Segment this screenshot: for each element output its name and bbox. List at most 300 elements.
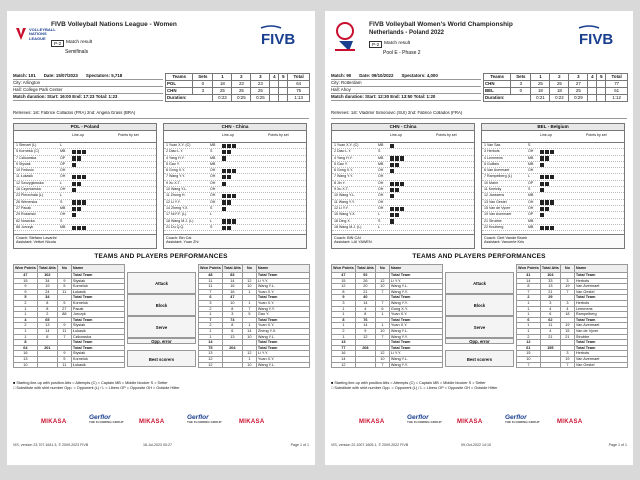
perf-cell: 18 bbox=[560, 312, 574, 318]
perf-cell: 7 bbox=[517, 289, 541, 295]
perf-header-row bbox=[199, 265, 310, 273]
perf-cell: 1 bbox=[332, 323, 356, 329]
player-name: 4 Yang H.Y. bbox=[334, 155, 353, 160]
roster-header bbox=[14, 131, 156, 143]
lineup-marker bbox=[77, 226, 81, 230]
perf-cell: 24 bbox=[37, 289, 57, 295]
perf-cell: Total Team bbox=[71, 340, 124, 346]
perf-cell: Li Y.Y. bbox=[389, 351, 442, 357]
player-position: OH bbox=[210, 174, 216, 179]
lineup-marker bbox=[222, 219, 226, 223]
lineup-marker bbox=[72, 150, 76, 154]
player-name: 16 Ding X. bbox=[334, 218, 351, 223]
perf-cell: 34 bbox=[37, 278, 57, 284]
perf-cell: Wang Y.Y. bbox=[389, 334, 442, 340]
form-name: Match result bbox=[384, 41, 411, 46]
legend-line: ■ Starting line-up with position Atts = Attempts (C) = Captain MB = Middle blocker S = Setter bbox=[13, 381, 168, 385]
player-name: 9 Xu X.T. bbox=[334, 187, 349, 192]
perf-cell: 83 bbox=[222, 273, 242, 279]
referees: Referees: 1st: Fabrice Collados (FRA) 2nd: Angela Grass (BRA) bbox=[13, 111, 309, 119]
perf-cell: 12 bbox=[242, 278, 256, 284]
score-cell: 25 bbox=[531, 81, 550, 88]
player-position: MB bbox=[528, 193, 534, 198]
match-result-page bbox=[325, 11, 633, 465]
perf-cell: 7 bbox=[199, 317, 223, 323]
skill-category: Opp. error bbox=[127, 338, 196, 344]
perf-cell: 1 bbox=[517, 323, 541, 329]
player-position: S bbox=[210, 205, 213, 210]
perf-cell bbox=[37, 362, 57, 368]
player-position: L bbox=[60, 180, 62, 185]
sponsor-logo bbox=[239, 419, 264, 426]
perf-cell: 4 bbox=[540, 306, 560, 312]
perf-cell: Van Avermaet bbox=[574, 284, 627, 290]
player-position: OH bbox=[528, 168, 534, 173]
team-roster-a bbox=[331, 123, 475, 249]
perf-cell: 5 bbox=[242, 312, 256, 318]
perf-cell bbox=[355, 362, 375, 368]
perf-header-cell: Won Points bbox=[332, 265, 356, 273]
perf-cell: 5 bbox=[57, 300, 71, 306]
duration-cell: 0:23 bbox=[213, 95, 232, 102]
perf-cell: 13 bbox=[332, 340, 356, 346]
lineup-marker bbox=[395, 207, 399, 211]
perf-cell: 16 bbox=[222, 289, 242, 295]
perf-cell: Yuan X.Y. bbox=[256, 323, 309, 329]
perf-cell: Total Team bbox=[389, 345, 442, 351]
info-duration: Match duration: Start: 16:00 End: 17:23 Total: 1:23 bbox=[13, 94, 163, 101]
perf-cell: 6 bbox=[375, 306, 389, 312]
perf-cell: 204 bbox=[222, 345, 242, 351]
player-name: 18 Wang M.J. (L) bbox=[166, 218, 194, 223]
perf-cell: 1 bbox=[517, 312, 541, 318]
score-cell: 25 bbox=[251, 88, 270, 95]
perf-cell: 1 bbox=[332, 312, 356, 318]
perf-cell: 77 bbox=[332, 345, 356, 351]
perf-cell: 9 bbox=[14, 289, 38, 295]
player-name: 11 Łukasik bbox=[16, 174, 33, 179]
perf-cell: 9 bbox=[332, 295, 356, 301]
perf-cell: 47 bbox=[332, 273, 356, 279]
points-header: Points by set bbox=[436, 133, 457, 137]
perf-cell: 26 bbox=[355, 278, 375, 284]
player-position: OH bbox=[528, 205, 534, 210]
perf-cell: 64 bbox=[14, 345, 38, 351]
perf-cell: Stysiak bbox=[71, 323, 124, 329]
player-name: 21 Du Q.Q. bbox=[166, 224, 185, 229]
perf-cell bbox=[540, 362, 560, 368]
score-header-cell: 2 bbox=[232, 74, 251, 81]
perf-cell: Total Team bbox=[71, 295, 124, 301]
player-position: S bbox=[528, 187, 531, 192]
perf-cell: 47 bbox=[14, 273, 38, 279]
perf-cell: 9 bbox=[57, 278, 71, 284]
score-cell: 25 bbox=[569, 88, 588, 95]
perf-cell: 201 bbox=[37, 345, 57, 351]
lineup-marker bbox=[545, 207, 549, 211]
lineup-marker bbox=[232, 219, 236, 223]
perf-cell: 14 bbox=[37, 328, 57, 334]
player-name: 9 Stysiak bbox=[16, 161, 31, 166]
lineup-marker bbox=[545, 200, 549, 204]
lineup-marker bbox=[222, 144, 226, 148]
perf-cell: Stysiak bbox=[71, 278, 124, 284]
perf-cell: 11 bbox=[199, 284, 223, 290]
sponsor-name: MIKASA bbox=[457, 419, 483, 425]
perf-cell: 13 bbox=[199, 351, 223, 357]
lineup-marker bbox=[545, 156, 549, 160]
perf-row bbox=[332, 362, 443, 368]
lineup-marker bbox=[222, 182, 226, 186]
player-position: MB bbox=[378, 143, 384, 147]
sponsor-bar bbox=[335, 413, 623, 429]
player-name: 11 Wang Y.Y. bbox=[334, 199, 355, 204]
perf-cell: 7 bbox=[199, 289, 223, 295]
perf-cell: Total Team bbox=[71, 317, 124, 323]
perf-cell: 12 bbox=[199, 356, 223, 362]
vnl-logo bbox=[13, 25, 56, 51]
perf-cell: Yuan X.Y. bbox=[256, 289, 309, 295]
lineup-marker bbox=[77, 182, 81, 186]
lineup-marker bbox=[390, 169, 394, 173]
lineup-marker bbox=[232, 194, 236, 198]
score-cell: CHN bbox=[166, 88, 193, 95]
perf-cell: Total Team bbox=[574, 340, 627, 346]
perf-cell: 10 bbox=[242, 334, 256, 340]
score-header-cell: Teams bbox=[484, 74, 511, 81]
score-table bbox=[483, 73, 628, 102]
fivb-logo bbox=[577, 25, 625, 47]
perf-cell: 76 bbox=[355, 317, 375, 323]
lineup-marker bbox=[232, 144, 236, 148]
lineup-marker bbox=[72, 175, 76, 179]
duration-cell: 0:25 bbox=[232, 95, 251, 102]
perf-cell: 11 bbox=[57, 362, 71, 368]
perf-cell: 208 bbox=[355, 345, 375, 351]
perf-cell: 5 bbox=[57, 284, 71, 290]
score-cell bbox=[279, 88, 288, 95]
lineup-marker bbox=[77, 150, 81, 154]
perf-cell: 7 bbox=[375, 362, 389, 368]
perf-cell: 4 bbox=[540, 328, 560, 334]
perf-cell: 10 bbox=[375, 284, 389, 290]
player-name: 7 Wang Y.Y. bbox=[334, 174, 354, 179]
perf-cell: 2 bbox=[37, 312, 57, 318]
perf-cell: 3 bbox=[222, 312, 242, 318]
player-name: 1 Yuan X.Y. (C) bbox=[166, 143, 191, 147]
team-roster-b bbox=[481, 123, 625, 249]
fivb-logo-icon bbox=[577, 25, 625, 47]
lineup-marker bbox=[77, 175, 81, 179]
player-name: 17 Ni F.F. (L) bbox=[166, 212, 187, 217]
perf-cell: 16 bbox=[222, 284, 242, 290]
perf-cell: 104 bbox=[540, 273, 560, 279]
perf-cell: 10 bbox=[242, 284, 256, 290]
form-code: P-2 bbox=[51, 40, 64, 47]
sponsor-logo bbox=[505, 414, 540, 425]
player-position: MB bbox=[210, 155, 216, 160]
perf-cell: 12 bbox=[332, 362, 356, 368]
sponsor-logo bbox=[89, 414, 124, 425]
perf-cell: Herbots bbox=[574, 351, 627, 357]
coach-name: Coach: Gert Vande Broek bbox=[484, 236, 528, 240]
perf-cell: Van Gestel bbox=[574, 289, 627, 295]
perf-cell: 8 bbox=[37, 306, 57, 312]
lineup-marker bbox=[222, 226, 226, 230]
vnl-logo-icon bbox=[15, 27, 27, 41]
info-hall: Hall: Ahoy bbox=[331, 87, 481, 94]
score-header-cell: 2 bbox=[550, 74, 569, 81]
event-title: FIVB Volleyball Nations League - Women bbox=[51, 21, 177, 28]
footer-printed: 16-Jul-2023 00:27 bbox=[143, 443, 172, 447]
lineup-marker bbox=[395, 213, 399, 217]
perf-cell: 16 bbox=[332, 351, 356, 357]
sponsor-tag: THE FLOORING GROUP bbox=[505, 420, 540, 425]
score-header-row bbox=[484, 74, 628, 81]
perf-cell: 8 bbox=[355, 312, 375, 318]
perf-cell: Lemmens bbox=[574, 306, 627, 312]
player-name: 3 Herbots bbox=[484, 149, 500, 154]
score-header-row bbox=[166, 74, 310, 81]
perf-cell: 1 bbox=[332, 306, 356, 312]
performance-table-b bbox=[198, 264, 310, 368]
lineup-marker bbox=[540, 188, 544, 192]
sponsor-tag: THE FLOORING GROUP bbox=[89, 420, 124, 425]
sponsor-name: MIKASA bbox=[139, 419, 165, 425]
lineup-marker bbox=[390, 219, 394, 223]
duration-cell: Duration: bbox=[166, 95, 213, 102]
score-cell: CHN bbox=[484, 81, 511, 88]
lineup-marker bbox=[540, 156, 544, 160]
player-position: MB bbox=[528, 161, 534, 166]
perf-cell: 21 bbox=[540, 334, 560, 340]
fivb-brand-text: FIVB bbox=[261, 31, 296, 47]
lineup-marker bbox=[82, 175, 86, 179]
fivb-brand-text: FIVB bbox=[579, 31, 614, 47]
perf-header-cell: Won Points bbox=[14, 265, 38, 273]
duration-cell bbox=[279, 95, 288, 102]
perf-cell: 1 bbox=[14, 306, 38, 312]
perf-cell: 9 bbox=[57, 351, 71, 357]
sponsor-name: Gerflor bbox=[89, 414, 111, 421]
team-title: POL - Poland bbox=[14, 124, 156, 131]
perf-cell: Total Team bbox=[389, 273, 442, 279]
perf-cell: 21 bbox=[355, 289, 375, 295]
perf-cell: 11 bbox=[57, 289, 71, 295]
duration-cell: Duration: bbox=[484, 95, 531, 102]
perf-cell: Total Team bbox=[389, 317, 442, 323]
lineup-marker bbox=[77, 200, 81, 204]
perf-cell: Stysiak bbox=[71, 351, 124, 357]
perf-cell: Herbots bbox=[574, 300, 627, 306]
perf-cell: 195 bbox=[540, 345, 560, 351]
perf-cell: 4 bbox=[14, 317, 38, 323]
perf-cell: 6 bbox=[540, 312, 560, 318]
score-header-cell: 5 bbox=[279, 74, 288, 81]
info-spectators: Spectators: 4,000 bbox=[401, 73, 438, 78]
player-position: OH bbox=[378, 187, 384, 192]
performance-table-a bbox=[331, 264, 443, 368]
perf-cell: 5 bbox=[14, 295, 38, 301]
lineup-marker bbox=[540, 163, 544, 167]
lineup-marker bbox=[222, 156, 226, 160]
perf-cell: Total Team bbox=[256, 295, 309, 301]
score-duration-row bbox=[484, 95, 628, 102]
perf-cell: 1 bbox=[375, 323, 389, 329]
lineup-header: Line-up bbox=[390, 133, 402, 137]
score-cell: 77 bbox=[606, 81, 628, 88]
player-name: 21 Strubbe bbox=[484, 218, 502, 223]
player-position: OH bbox=[210, 180, 216, 185]
duration-cell bbox=[588, 95, 597, 102]
perf-cell: 14 bbox=[242, 328, 256, 334]
perf-header-row bbox=[517, 265, 628, 273]
player-name: 12 Szczygłowska bbox=[16, 180, 44, 185]
perf-cell bbox=[222, 362, 242, 368]
perf-cell: Total Team bbox=[71, 345, 124, 351]
player-name: 7 Wang Y.Y. bbox=[166, 174, 186, 179]
perf-cell: Gao Y. bbox=[256, 312, 309, 318]
player-name: 6 Gong X.Y. bbox=[334, 168, 354, 173]
perf-cell: 1 bbox=[517, 306, 541, 312]
player-position: MB bbox=[528, 218, 534, 223]
points-header: Points by set bbox=[586, 133, 607, 137]
info-city: City: Rotterdam bbox=[331, 80, 481, 87]
lineup-marker bbox=[222, 194, 226, 198]
team-title: BEL - Belgium bbox=[482, 124, 624, 131]
assistant-name: Assistant: Vettori Nicola bbox=[16, 240, 56, 245]
perf-header-cell: No bbox=[375, 265, 389, 273]
perf-cell: Total Team bbox=[389, 340, 442, 346]
assistant-name: Assistant: Vanoerle Kris bbox=[484, 240, 525, 245]
sponsor-logo bbox=[557, 419, 582, 426]
lineup-marker bbox=[545, 226, 549, 230]
skill-category: Attack bbox=[127, 272, 196, 294]
form-name: Match result bbox=[66, 40, 93, 45]
coach-block bbox=[482, 234, 624, 248]
player-name: 12 Li Y.Y. bbox=[334, 205, 349, 210]
skill-category: Block bbox=[127, 294, 196, 316]
perf-cell: Total Team bbox=[574, 317, 627, 323]
lineup-marker bbox=[395, 156, 399, 160]
player-name: 18 Wang M.J. (L) bbox=[334, 224, 362, 229]
player-position: OP bbox=[528, 180, 534, 185]
perf-cell: 2 bbox=[14, 300, 38, 306]
perf-cell: Van Gestel bbox=[574, 362, 627, 368]
duration-cell: 0:25 bbox=[251, 95, 270, 102]
lineup-marker bbox=[82, 200, 86, 204]
info-duration: Match duration: Start: 12:30 End: 13:50 Total: 1:20 bbox=[331, 94, 481, 101]
perf-cell: 13 bbox=[540, 284, 560, 290]
score-row bbox=[166, 88, 310, 95]
lineup-marker bbox=[390, 163, 394, 167]
lineup-marker bbox=[400, 207, 404, 211]
player-position: S bbox=[210, 149, 213, 154]
match-info bbox=[331, 73, 481, 101]
score-table bbox=[165, 73, 310, 102]
sponsor-logo bbox=[41, 419, 66, 426]
lineup-marker bbox=[390, 213, 394, 217]
player-position: MB bbox=[210, 161, 216, 166]
perf-cell: 11 bbox=[199, 278, 223, 284]
perf-cell: 1 bbox=[242, 356, 256, 362]
score-row bbox=[484, 81, 628, 88]
page-header bbox=[331, 19, 627, 61]
player-position: L bbox=[210, 212, 212, 217]
event-title: FIVB Volleyball Women's World Championship bbox=[369, 21, 513, 28]
player-position: L bbox=[378, 212, 380, 217]
perf-cell: Łukasik bbox=[71, 328, 124, 334]
perf-cell: 9 bbox=[14, 284, 38, 290]
perf-cell: 2 bbox=[517, 334, 541, 340]
score-cell: 23 bbox=[232, 81, 251, 88]
vnl-logo-text: VOLLEYBALL NATIONS LEAGUE bbox=[29, 27, 56, 41]
info-hall: Hall: College Park Center bbox=[13, 87, 163, 94]
perf-cell: Wang Y.L. bbox=[256, 362, 309, 368]
player-name: 7 Czikowska bbox=[16, 155, 37, 160]
perf-cell: 2 bbox=[332, 328, 356, 334]
player-position: L bbox=[378, 224, 380, 229]
performance-table-a bbox=[13, 264, 125, 368]
player-name: 26 Wenerska bbox=[16, 199, 38, 204]
perf-header-cell: No bbox=[242, 265, 256, 273]
perf-cell: Van de Vyver bbox=[574, 328, 627, 334]
player-name: 10 Wang Y.L. bbox=[166, 187, 188, 192]
perf-cell: Jurczyk bbox=[71, 312, 124, 318]
lineup-marker bbox=[390, 144, 394, 148]
perf-header-cell: Won Points bbox=[199, 265, 223, 273]
player-name: 10 Mahir bbox=[484, 180, 498, 185]
lineup-marker bbox=[545, 150, 549, 154]
perf-cell: 8 bbox=[14, 340, 38, 346]
page-footer bbox=[13, 443, 309, 449]
player-name: 1 Van Sas bbox=[484, 143, 501, 147]
lineup-marker bbox=[540, 200, 544, 204]
lineup-marker bbox=[227, 144, 231, 148]
lineup-marker bbox=[550, 175, 554, 179]
fivb-logo bbox=[259, 25, 307, 47]
footer-page: Page 1 of 1 bbox=[608, 443, 627, 447]
sponsor-logo bbox=[457, 419, 482, 426]
perf-cell: 11 bbox=[57, 328, 71, 334]
perf-cell: 6 bbox=[222, 328, 242, 334]
perf-cell: 15 bbox=[14, 278, 38, 284]
perf-cell: Gong X.Y. bbox=[389, 306, 442, 312]
player-position: S bbox=[378, 218, 381, 223]
lineup-marker bbox=[222, 175, 226, 179]
lineup-marker bbox=[227, 219, 231, 223]
perf-cell: 12 bbox=[199, 362, 223, 368]
world-championship-logo-icon bbox=[331, 19, 367, 55]
perf-cell: 1 bbox=[199, 312, 223, 318]
perf-cell: 29 bbox=[540, 295, 560, 301]
score-cell: BEL bbox=[484, 88, 511, 95]
coach-block bbox=[14, 234, 156, 248]
score-cell: 75 bbox=[288, 88, 310, 95]
player-name: 16 Czyrniańska bbox=[16, 187, 41, 192]
player-position: OH bbox=[210, 168, 216, 173]
perf-cell: Wang Y.L. bbox=[256, 334, 309, 340]
player-position: MB bbox=[528, 224, 534, 229]
sponsor-name: MIKASA bbox=[359, 419, 385, 425]
perf-cell: 75 bbox=[199, 345, 223, 351]
sponsor-name: MIKASA bbox=[239, 419, 265, 425]
lineup-marker bbox=[222, 150, 226, 154]
perf-cell: 7 bbox=[517, 362, 541, 368]
perf-cell: 65 bbox=[37, 317, 57, 323]
duration-cell: 0:22 bbox=[550, 95, 569, 102]
perf-cell: 15 bbox=[332, 278, 356, 284]
